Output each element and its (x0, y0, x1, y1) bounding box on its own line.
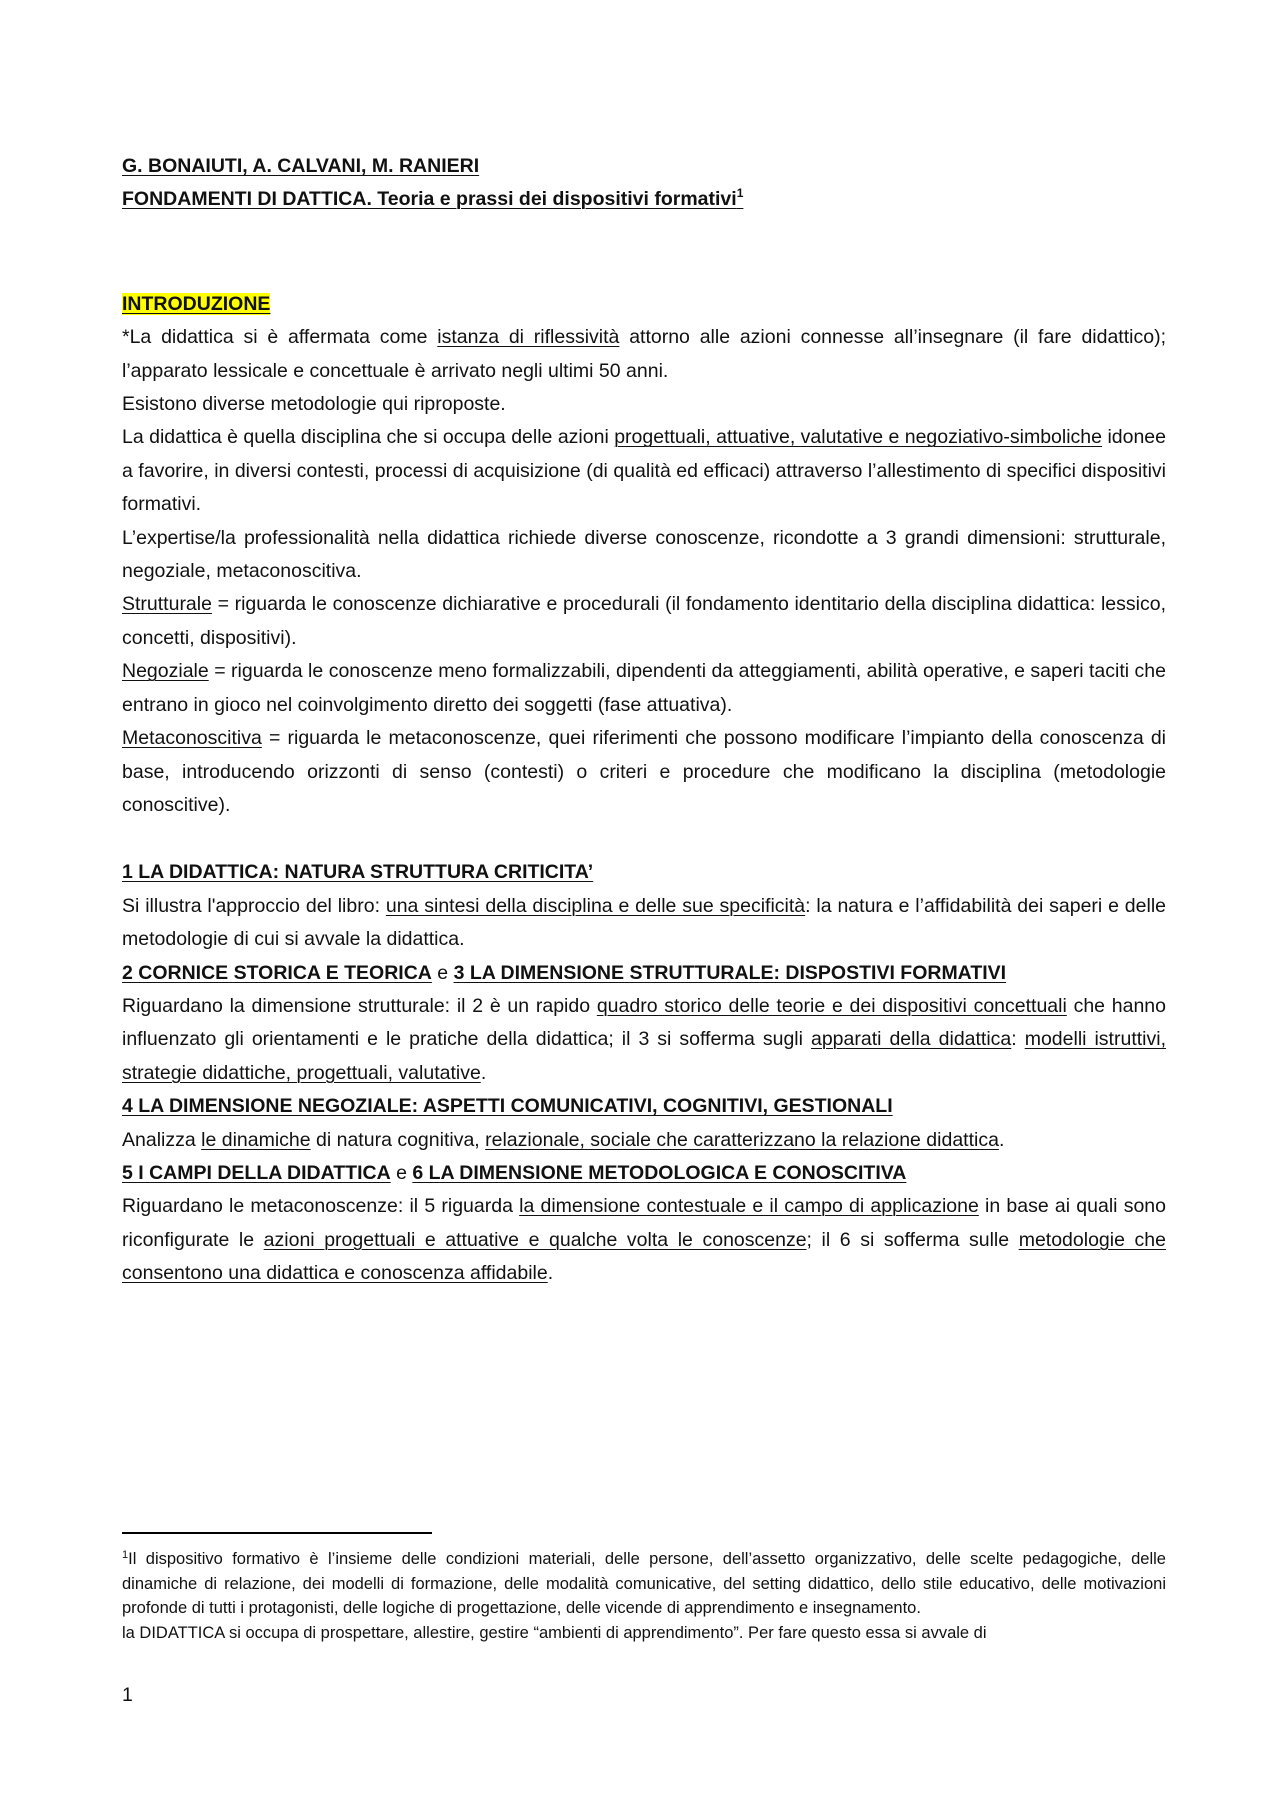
footnote-body: Il dispositivo formativo è l’insieme delle condizioni materiali, delle persone, dell’assetto organizzativo, delle scelte pedagogiche, delle dinamiche di relazione, dei modelli di formazione, delle modalità comunicative, del setting didattico, dello stile educativo, delle motivazioni profonde di tutti i protagonisti, delle logiche di progettazione, delle vicende di apprendimento e insegnamento. (122, 1550, 1166, 1617)
intro-paragraph-2: Esistono diverse metodologie qui riproposte. (122, 393, 506, 416)
section-2-heading: 2 CORNICE STORICA E TEORICA (122, 961, 432, 984)
s56-c: ; il 6 si sofferma sulle (806, 1228, 1019, 1251)
document-body (122, 150, 1166, 1291)
s4-u2: relazionale, sociale che caratterizzano la relazione didattica (485, 1128, 999, 1151)
s23-b: che hanno influenzato gli orientamenti e le pratiche della didattica; il 3 si sofferma sugli (122, 994, 1166, 1051)
s56-b: in base ai quali sono riconfigurate le (122, 1195, 1166, 1251)
section-5-6-text (122, 1190, 1166, 1290)
section-3-heading: 3 LA DIMENSIONE STRUTTURALE: DISPOSTIVI FORMATIVI (453, 961, 1007, 984)
strutturale-text: = riguarda le conoscenze dichiarative e procedurali (il fondamento identitario della disciplina didattica: lessico, concetti, dispositivi). (122, 593, 1166, 649)
s1-end: : la natura e l’affidabilità dei saperi e delle metodologie di cui si avvale la didattica. (122, 894, 1167, 951)
s4-b: di natura cognitiva, (310, 1128, 486, 1151)
s56-and: e (390, 1161, 413, 1184)
s1-underlined: una sintesi della disciplina e delle sue specificità (385, 894, 806, 917)
s56-u1: la dimensione contestuale e il campo di applicazione (519, 1195, 979, 1218)
negoziale-definition (122, 655, 1166, 722)
intro-p1-end: attorno alle azioni connesse all’insegnare (il fare didattico); l’apparato lessicale e concettuale è arrivato negli ultimi 50 anni. (122, 326, 1166, 382)
intro-paragraph-4: L’expertise/la professionalità nella didattica richiede diverse conoscenze, ricondotte a 3 grandi dimensioni: strutturale, negoziale, metaconoscitiva. (122, 526, 1166, 583)
section-5-heading: 5 I CAMPI DELLA DIDATTICA (122, 1161, 391, 1184)
footnote-area (122, 1532, 1166, 1645)
authors: G. BONAIUTI, A. CALVANI, M. RANIERI (122, 155, 480, 177)
section-5-6-heading (122, 1157, 1166, 1190)
s56-u3: metodologie che consentono una didattica e conoscenza affidabile (122, 1228, 1166, 1285)
s56-u2: azioni progettuali e attuative e qualche volta le conoscenze (263, 1228, 807, 1251)
intro-heading-text: INTRODUZIONE (122, 292, 271, 315)
s23-u3: modelli istruttivi, strategie didattiche, progettuali, valutative (122, 1028, 1166, 1084)
s4-a: Analizza (122, 1128, 202, 1151)
footnote-number: 1 (122, 1549, 129, 1561)
intro-p3-start: La didattica è quella disciplina che si occupa delle azioni (122, 426, 615, 449)
book-title-text: FONDAMENTI DI DATTICA. Teoria e prassi dei dispositivi formativi (122, 188, 737, 211)
intro-p1-start: *La didattica si è affermata come (122, 326, 438, 349)
section-2-3-heading (122, 957, 1166, 990)
metaconoscitiva-term: Metaconoscitiva (122, 727, 262, 750)
section-1-heading: 1 LA DIDATTICA: NATURA STRUTTURA CRITICITA’ (122, 861, 594, 884)
intro-paragraph-1 (122, 321, 1166, 388)
strutturale-term: Strutturale (122, 593, 212, 616)
metaconoscitiva-text: = riguarda le metaconoscenze, quei riferimenti che possono modificare l’impianto della conoscenza di base, introducendo orizzonti di senso (contesti) o criteri e procedure che modificano la disciplina (metodologie conoscitive). (122, 727, 1166, 816)
s23-d: . (480, 1061, 487, 1084)
intro-heading (122, 288, 1166, 321)
section-6-heading: 6 LA DIMENSIONE METODOLOGICA E CONOSCITIVA (412, 1161, 907, 1184)
footnote-text (122, 1547, 1166, 1621)
section-1-text (122, 890, 1166, 957)
s56-d: . (547, 1262, 554, 1285)
footnote-separator (122, 1532, 432, 1534)
negoziale-term: Negoziale (122, 660, 209, 683)
intro-p3-underlined: progettuali, attuative, valutative e negoziativo-simboliche (614, 426, 1103, 449)
metaconoscitiva-definition (122, 722, 1166, 822)
section-4-text (122, 1124, 1166, 1157)
section-2-3-text (122, 990, 1166, 1090)
s4-c: . (998, 1128, 1005, 1151)
footnote-ref[interactable]: 1 (736, 186, 744, 201)
s23-c: : (1011, 1028, 1025, 1051)
s1-start: Si illustra l'approccio del libro: (122, 894, 386, 917)
page-number: 1 (122, 1684, 133, 1706)
intro-p3-end: idonee a favorire, in diversi contesti, processi di acquisizione (di qualità ed efficaci) attraverso l’allestimento di specifici dispositivi formativi. (122, 426, 1166, 516)
s56-a: Riguardano le metaconoscenze: il 5 riguarda (122, 1195, 520, 1218)
s23-u2: apparati della didattica (810, 1028, 1012, 1051)
footnote-continuation: la DIDATTICA si occupa di prospettare, allestire, gestire “ambienti di apprendimento”. Per fare questo essa si avvale di (122, 1623, 987, 1642)
s23-a: Riguardano la dimensione strutturale: il 2 è un rapido (122, 994, 597, 1017)
negoziale-text: = riguarda le conoscenze meno formalizzabili, dipendenti da atteggiamenti, abilità operative, e saperi taciti che entrano in gioco nel coinvolgimento diretto dei soggetti (fase attuativa). (122, 660, 1166, 716)
s23-u1: quadro storico delle teorie e dei dispositivi concettuali (596, 994, 1067, 1017)
strutturale-definition (122, 588, 1166, 655)
intro-p1-underlined: istanza di riflessività (437, 326, 620, 349)
section-4-heading: 4 LA DIMENSIONE NEGOZIALE: ASPETTI COMUNICATIVI, COGNITIVI, GESTIONALI (122, 1095, 893, 1118)
s4-u1: le dinamiche (201, 1128, 311, 1151)
s23-and: e (431, 961, 454, 984)
book-title (122, 183, 1166, 216)
intro-paragraph-3 (122, 421, 1166, 521)
